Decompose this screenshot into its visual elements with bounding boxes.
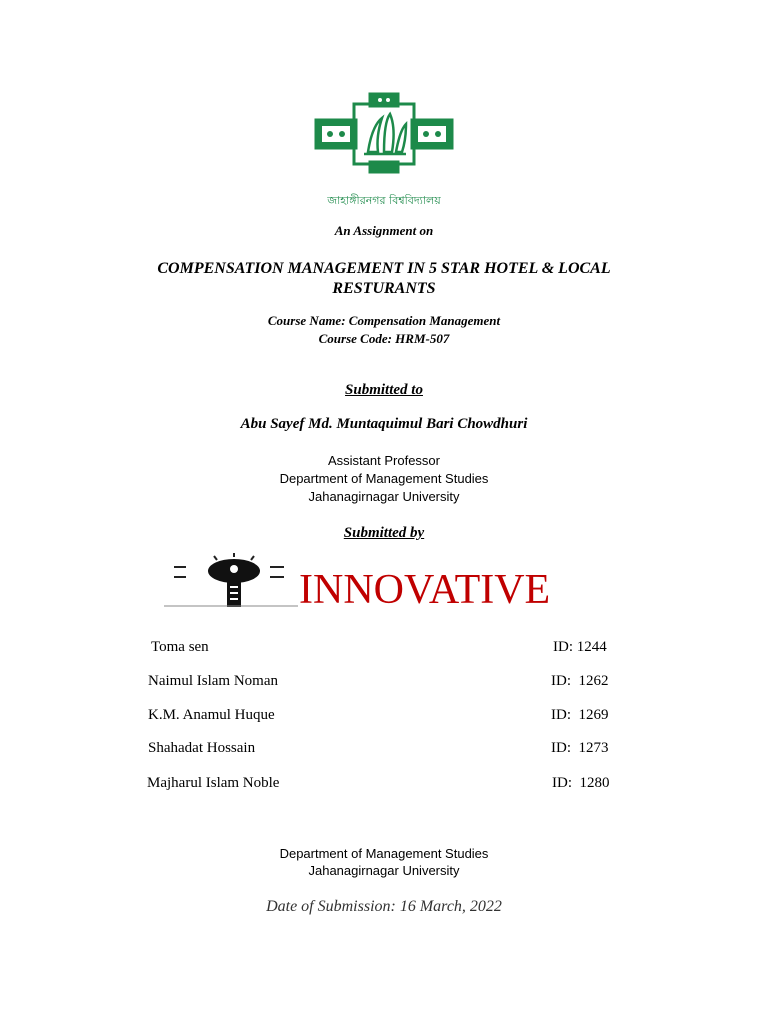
supervisor-department: Department of Management Studies: [279, 471, 489, 486]
member-name: Naimul Islam Noman: [148, 673, 278, 689]
member-name: Shahadat Hossain: [148, 740, 256, 756]
course-code: Course Code: HRM-507: [318, 331, 450, 346]
footer-university: Jahanagirnagar University: [308, 863, 460, 878]
member-row: [0, 740, 768, 760]
supervisor-name: Abu Sayef Md. Muntaquimul Bari Chowdhuri: [240, 416, 528, 432]
lightbulb-key-icon: [164, 553, 298, 607]
university-logo: [310, 92, 458, 212]
assignment-heading: An Assignment on: [334, 223, 434, 238]
supervisor-info: [0, 452, 768, 506]
member-id: ID: 1273: [551, 740, 609, 756]
course-name: Course Name: Compensation Management: [267, 313, 501, 328]
logo-caption: জাহাঙ্গীরনগর বিশ্ববিদ্যালয়: [327, 194, 441, 207]
submitted-by-label: Submitted by: [343, 525, 425, 541]
supervisor-designation: Assistant Professor: [328, 453, 440, 468]
footer-institution: [0, 845, 768, 879]
assignment-title: [0, 259, 768, 299]
member-row: [0, 673, 768, 693]
member-name: Toma sen: [151, 639, 209, 655]
submission-date: Date of Submission: 16 March, 2022: [266, 898, 502, 915]
member-id: ID: 1280: [552, 775, 610, 791]
member-row: [0, 639, 768, 659]
member-name: Majharul Islam Noble: [147, 775, 280, 791]
member-row: [0, 707, 768, 727]
footer-department: Department of Management Studies: [279, 846, 489, 861]
title-line-1: COMPENSATION MANAGEMENT IN 5 STAR HOTEL & LOCAL: [157, 260, 611, 277]
member-name: K.M. Anamul Huque: [148, 707, 275, 723]
supervisor-university: Jahanagirnagar University: [308, 489, 460, 504]
title-line-2: RESTURANTS: [332, 280, 436, 297]
member-id: ID: 1269: [551, 707, 609, 723]
member-id: ID: 1244: [553, 639, 607, 655]
member-id: ID: 1262: [551, 673, 609, 689]
course-info: [0, 312, 768, 348]
member-row: [0, 775, 768, 795]
team-name: INNOVATIVE: [299, 567, 551, 613]
submitted-to-label: Submitted to: [345, 382, 423, 398]
